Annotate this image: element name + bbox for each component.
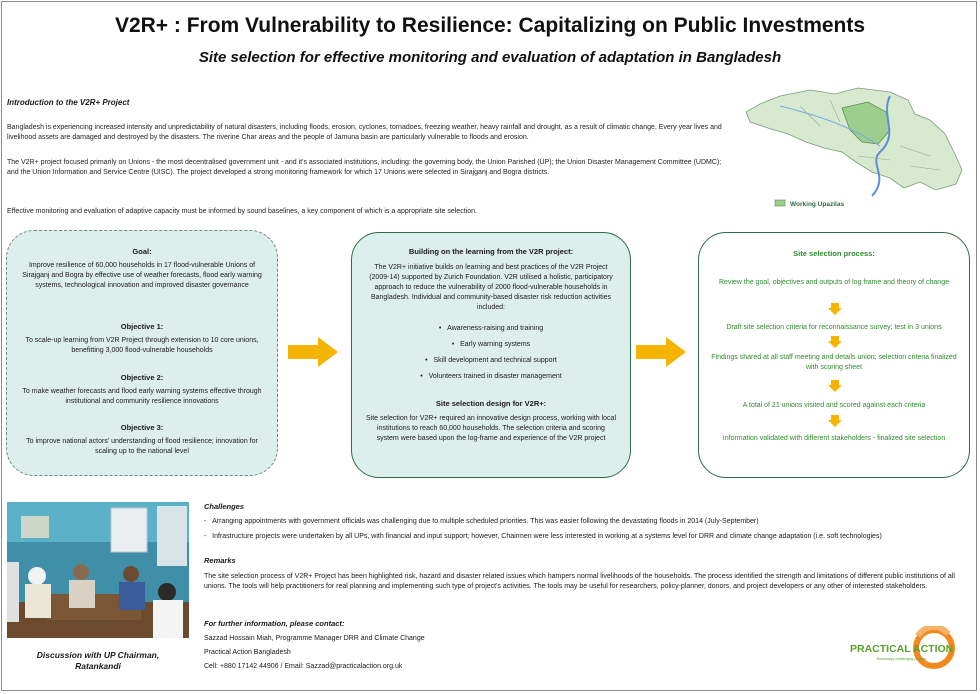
process-step: Draft site selection criteria for reconnaissance survey; test in 3 unions	[726, 324, 942, 331]
legend-swatch	[775, 200, 785, 206]
arrow-down-icon	[828, 336, 842, 348]
design-text: Site selection for V2R+ required an innovative design process, working with local institutions to reach 60,000 households. The selection criteria and scoring system were based upon the log-frame and experience of the V2R project	[366, 415, 616, 442]
process-step: Review the goal, objectives and outputs of log frame and theory of change	[719, 279, 949, 286]
intro-heading: Introduction to the V2R+ Project	[7, 98, 130, 107]
goal-text: Improve resilience of 60,000 households in 17 flood-vulnerable Unions of Sirajganj and Bogra by effective use of weather forecasts, flood early warning systems, technological innovation and improved disaster governance	[22, 262, 262, 289]
arrow-right-icon-2	[636, 337, 686, 367]
photo-caption-line-1: Discussion with UP Chairman,	[36, 650, 160, 660]
learning-bullet: • Awareness-raising and training	[438, 325, 544, 332]
objective-1-text: To scale-up learning from V2R Project through extension to 10 core unions, benefitting 3,000 flood-vulnerable households	[25, 337, 259, 354]
arrow-right-icon-1	[288, 337, 338, 367]
map-region	[746, 88, 962, 190]
arrow-down-icon	[828, 415, 842, 427]
arrow-down-icon	[828, 303, 842, 315]
goal-objectives-box	[6, 230, 278, 476]
contact-name: Sazzad Hossain Miah, Programme Manager DRR and Climate Change	[204, 635, 425, 642]
learning-bullet: • Skill development and technical support	[425, 357, 557, 364]
process-step: A total of 21 unions visited and scored against each criteria	[742, 402, 926, 409]
process-heading: Site selection process:	[793, 249, 875, 258]
logo-tagline: Technology challenging poverty	[876, 657, 927, 661]
goal-heading: Goal:	[132, 247, 152, 256]
intro-paragraph-1: Bangladesh is experiencing increased intensity and unpredictability of natural disasters, including floods, erosion, cyclones, tornadoes, freezing weather, heavy rainfall and drought, as a result of climatic change. Every year lives and livelihood assets are damaged and destroyed by the disasters. The riverine Char areas and the people of Jamuna basin are particularly vulnerable to floods and erosion.	[7, 124, 722, 141]
process-step: Information validated with different stakeholders - finalized site selection	[722, 435, 946, 442]
objective-2-text: To make weather forecasts and flood early warning systems effective through institutional and community resilience innovations	[22, 388, 262, 405]
meeting-photo	[7, 502, 189, 638]
objective-2-heading: Objective 2:	[120, 373, 164, 382]
logo-name: PRACTICAL ACTION	[850, 643, 954, 655]
challenge-item: - Infrastructure projects were undertaken by all UPs, with financial and input support; however, Chairmen were less interested in working at a systems level for DRR and climate change adaptation (i.e. soft technologies)	[204, 533, 882, 540]
learning-text: The V2R+ initiative builds on learning and best practices of the V2R Project (2009-14) supported by Zurich Foundation. V2R utilised a holistic, participatory approach to reduce the vulnerability of 2000 flood-vulnerable households in Bangladesh. Individual and community-based disaster risk reduction activities included:	[369, 264, 613, 311]
remarks-heading: Remarks	[204, 556, 236, 565]
photo-caption-line-2: Ratankandi	[75, 661, 121, 671]
poster-subtitle: Site selection for effective monitoring and evaluation of adaptation in Bangladesh	[198, 49, 782, 66]
poster-title: V2R+ : From Vulnerability to Resilience: Capitalizing on Public Investments	[114, 14, 866, 37]
contact-organisation: Practical Action Bangladesh	[204, 649, 291, 656]
process-step: Findings shared at all staff meeting and details union; selection criteria finalized with scoring sheet	[711, 354, 957, 371]
objective-3-heading: Objective 3:	[120, 423, 164, 432]
challenge-item: - Arranging appointments with government officials was challenging due to multiple scheduled priorities. This was easier following the devastating floods in 2014 (July-September)	[204, 518, 759, 525]
remarks-text: The site selection process of V2R+ Project has been highlighted risk, hazard and disaster related issues which hampers normal livelihoods of the households. The process identified the strength and limitations of different public institutions of all unions. The tools will help practitioners for real planning and implementing such type of project's activities. The tools may be useful for researchers, policy-planner, donors, and project developers or any other of interested stakeholders.	[204, 573, 955, 590]
practical-action-logo	[848, 626, 960, 674]
process-box	[698, 232, 970, 478]
objective-3-text: To improve national actors' understanding of flood resilience; innovation for scaling up to the national level	[26, 438, 258, 455]
intro-paragraph-2: The V2R+ project focused primarily on Unions - the most decentralised government unit - and it's associated institutions, including: the governing body, the Union Parished (UP); the Union Disaster Management Committee (UDMC); and the Union Information and Service Centre (UISC). The project developed a strong monitoring framework for which 17 Unions were selected in Sirajganj and Bogra districts.	[7, 159, 722, 176]
learning-bullet: • Volunteers trained in disaster management	[420, 373, 562, 380]
bangladesh-map	[740, 86, 970, 212]
challenges-heading: Challenges	[204, 502, 245, 511]
arrow-down-icon	[828, 380, 842, 392]
map-legend-label: Working Upazilas	[790, 201, 845, 208]
photo-caption	[7, 650, 189, 672]
intro-paragraph-3: Effective monitoring and evaluation of adaptive capacity must be informed by sound baselines, a key component of which is a appropriate site selection.	[7, 208, 477, 215]
contact-details: Cell: +880 17142 44906 / Email: Sazzad@practicalaction.org.uk	[204, 663, 403, 670]
contact-heading: For further information, please contact:	[204, 619, 345, 628]
learning-bullet: • Early warning systems	[451, 341, 531, 348]
learning-box	[351, 232, 631, 478]
design-heading: Site selection design for V2R+:	[435, 399, 547, 408]
objective-1-heading: Objective 1:	[120, 322, 164, 331]
learning-heading: Building on the learning from the V2R project:	[408, 247, 574, 256]
